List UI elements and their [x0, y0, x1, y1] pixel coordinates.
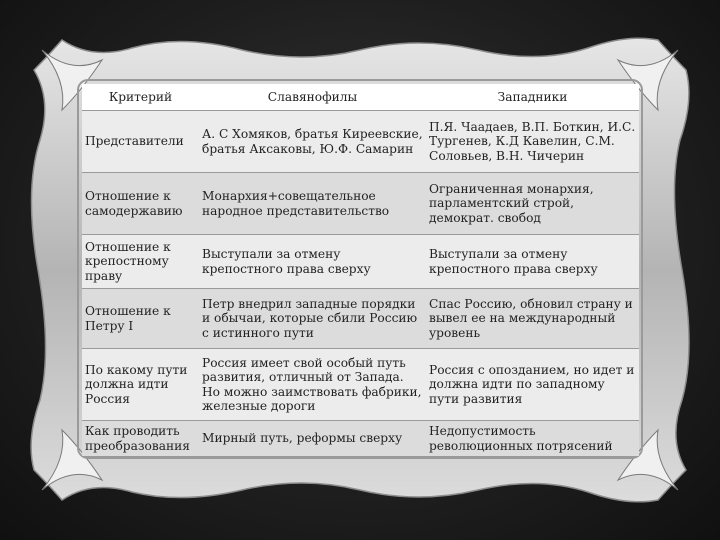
- row-criterion: Отношение к Петру I: [82, 289, 199, 349]
- row-slavophiles: Монархия+совещательное народное представительство: [199, 173, 426, 235]
- row-criterion: Отношение к крепостному праву: [82, 235, 199, 289]
- table-row: [82, 421, 639, 457]
- row-westernizers: Недопустимость революционных потрясений: [426, 421, 639, 457]
- header-westernizers: Западники: [426, 84, 639, 111]
- row-westernizers: П.Я. Чаадаев, В.П. Боткин, И.С. Тургенев, К.Д Кавелин, С.М. Соловьев, В.Н. Чичерин: [426, 111, 639, 173]
- table-row: [82, 349, 639, 421]
- row-slavophiles: Выступали за отмену крепостного права сверху: [199, 235, 426, 289]
- table-row: [82, 235, 639, 289]
- header-criterion: Критерий: [82, 84, 199, 111]
- table-row: [82, 111, 639, 173]
- row-criterion: Представители: [82, 111, 199, 173]
- row-criterion: По какому пути должна идти Россия: [82, 349, 199, 421]
- row-slavophiles: Петр внедрил западные порядки и обычаи, которые сбили Россию с истинного пути: [199, 289, 426, 349]
- content-panel: [82, 84, 639, 452]
- row-criterion: Отношение к самодержавию: [82, 173, 199, 235]
- header-slavophiles: Славянофилы: [199, 84, 426, 111]
- row-criterion: Как проводить преобразования: [82, 421, 199, 457]
- row-westernizers: Выступали за отмену крепостного права сверху: [426, 235, 639, 289]
- row-westernizers: Спас Россию, обновил страну и вывел ее на международный уровень: [426, 289, 639, 349]
- table-header-row: [82, 84, 639, 111]
- table-row: [82, 289, 639, 349]
- row-slavophiles: А. С Хомяков, братья Киреевские, братья Аксаковы, Ю.Ф. Самарин: [199, 111, 426, 173]
- comparison-table: [82, 84, 639, 457]
- row-slavophiles: Мирный путь, реформы сверху: [199, 421, 426, 457]
- table-row: [82, 173, 639, 235]
- row-westernizers: Ограниченная монархия, парламентский строй, демократ. свобод: [426, 173, 639, 235]
- row-westernizers: Россия с опозданием, но идет и должна идти по западному пути развития: [426, 349, 639, 421]
- row-slavophiles: Россия имеет свой особый путь развития, отличный от Запада. Но можно заимствовать фабрики, железные дороги: [199, 349, 426, 421]
